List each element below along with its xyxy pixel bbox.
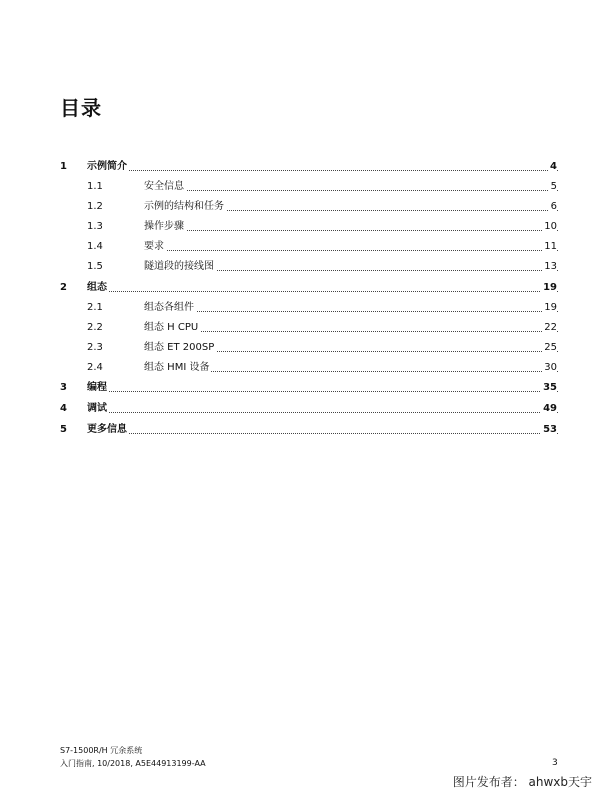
toc-label: 组态 HMI 设备	[144, 361, 558, 375]
toc-entry[interactable]	[0, 180, 600, 194]
page-title: 目录	[60, 96, 102, 120]
toc-label: 组态	[87, 281, 558, 295]
toc-entry[interactable]	[0, 160, 600, 174]
toc-page: 19	[544, 302, 557, 313]
toc-label: 更多信息	[87, 423, 558, 437]
toc-entry[interactable]	[0, 260, 600, 274]
toc-number: 2.1	[87, 302, 103, 313]
toc-entry[interactable]	[0, 381, 600, 395]
toc-page: 6	[550, 201, 557, 212]
toc-page: 13	[544, 261, 557, 272]
toc-number: 4	[60, 403, 67, 414]
toc-number: 1.3	[87, 221, 103, 232]
toc-page: 49	[543, 403, 557, 414]
toc-entry[interactable]	[0, 402, 600, 416]
toc-page: 30	[544, 362, 557, 373]
toc-label: 组态 ET 200SP	[144, 341, 558, 355]
toc-number: 2.4	[87, 362, 103, 373]
toc-label: 示例的结构和任务	[144, 200, 558, 214]
toc-entry[interactable]	[0, 220, 600, 234]
toc-entry[interactable]	[0, 423, 600, 437]
toc-entry[interactable]	[0, 321, 600, 335]
toc-number: 1.4	[87, 241, 103, 252]
toc-label: 编程	[87, 381, 558, 395]
toc-label: 调试	[87, 402, 558, 416]
toc-entry[interactable]	[0, 301, 600, 315]
toc-number: 5	[60, 424, 67, 435]
toc-number: 3	[60, 382, 67, 393]
toc-number: 1.2	[87, 201, 103, 212]
footer-document-info: 入门指南, 10/2018, A5E44913199-AA	[60, 759, 206, 768]
toc-number: 2.2	[87, 322, 103, 333]
toc-number: 1.5	[87, 261, 103, 272]
toc-entry[interactable]	[0, 200, 600, 214]
toc-page: 10	[544, 221, 557, 232]
toc-page: 5	[550, 181, 557, 192]
toc-entry[interactable]	[0, 240, 600, 254]
footer-product-title: S7-1500R/H 冗余系统	[60, 746, 143, 755]
watermark-text: 图片发布者： ahwxb天宇	[452, 775, 592, 789]
toc-page: 19	[543, 282, 557, 293]
toc-entry[interactable]	[0, 281, 600, 295]
toc-page: 25	[544, 342, 557, 353]
toc-entry[interactable]	[0, 341, 600, 355]
toc-page: 35	[543, 382, 557, 393]
toc-number: 2.3	[87, 342, 103, 353]
toc-entry[interactable]	[0, 361, 600, 375]
toc-page: 53	[543, 424, 557, 435]
toc-number: 1.1	[87, 181, 103, 192]
toc-label: 要求	[144, 240, 558, 254]
toc-label: 组态 H CPU	[144, 321, 558, 335]
toc-page: 4	[550, 161, 557, 172]
toc-label: 组态各组件	[144, 301, 558, 315]
toc-page: 11	[544, 241, 557, 252]
toc-label: 示例简介	[87, 160, 558, 174]
toc-label: 安全信息	[144, 180, 558, 194]
page-number: 3	[552, 758, 558, 768]
toc-label: 隧道段的接线图	[144, 260, 558, 274]
toc-number: 1	[60, 161, 67, 172]
toc-number: 2	[60, 282, 67, 293]
toc-page: 22	[544, 322, 557, 333]
toc-label: 操作步骤	[144, 220, 558, 234]
